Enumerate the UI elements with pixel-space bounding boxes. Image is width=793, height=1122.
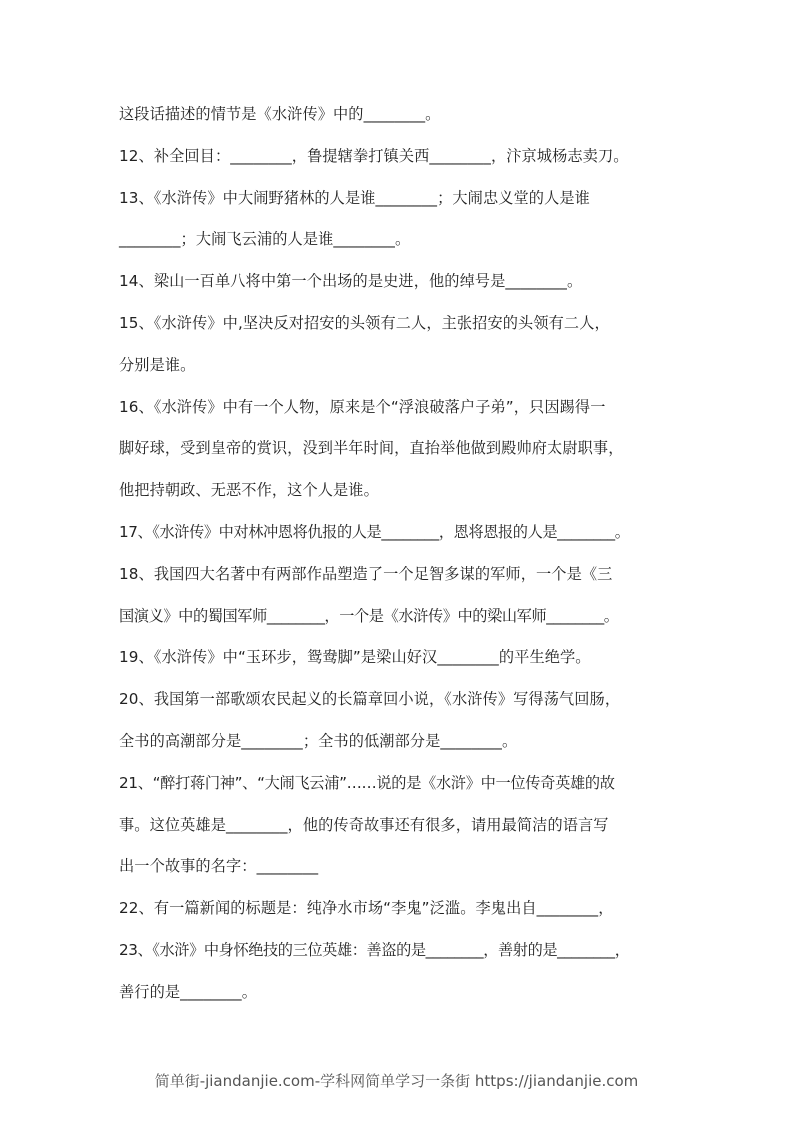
question-16: 16、《水浒传》中有一个人物，原来是个“浮浪破落户子弟”，只因踢得一	[119, 397, 606, 416]
question-13: 13、《水浒传》中大闹野猪林的人是谁________；大闹忠义堂的人是谁	[119, 188, 590, 207]
question-20: 20、我国第一部歌颂农民起义的长篇章回小说，《水浒传》写得荡气回肠，	[119, 690, 621, 709]
question-15: 15、《水浒传》中,坚决反对招安的头领有二人，主张招安的头领有二人，	[119, 313, 610, 332]
question-21-cont: 事。这位英雄是________，他的传奇故事还有很多，请用最简洁的语言写	[119, 815, 609, 834]
question-18-cont: 国演义》中的蜀国军师________，一个是《水浒传》中的梁山军师________。	[119, 606, 619, 625]
page-footer: 简单街-jiandanjie.com-学科网简单学习一条街 https://jiandanjie.com	[154, 1072, 639, 1090]
question-15-cont: 分别是谁。	[119, 355, 196, 374]
question-16-cont: 脚好球，受到皇帝的赏识，没到半年时间，直抬举他做到殿帅府太尉职事，	[119, 439, 624, 458]
question-17: 17、《水浒传》中对林冲恩将仇报的人是________，恩将恩报的人是________。	[119, 522, 630, 541]
question-20-cont: 全书的高潮部分是________；全书的低潮部分是________。	[119, 731, 518, 750]
question-13-cont: ________；大闹飞云浦的人是谁________。	[119, 230, 411, 249]
question-14: 14、梁山一百单八将中第一个出场的是史进，他的绰号是________。	[119, 272, 583, 291]
question-22: 22、有一篇新闻的标题是：纯净水市场“李鬼”泛滥。李鬼出自________，	[119, 899, 614, 918]
question-21: 21、“醉打蒋门神”、“大闹飞云浦”……说的是《水浒》中一位传奇英雄的故	[119, 773, 615, 792]
question-23: 23、《水浒》中身怀绝技的三位英雄：善盗的是________，善射的是________，	[119, 940, 630, 959]
document-body	[119, 102, 689, 1022]
question-23-cont: 善行的是________。	[119, 982, 257, 1001]
text-line: 这段话描述的情节是《水浒传》中的________。	[119, 105, 441, 123]
question-19: 19、《水浒传》中“玉环步，鸳鸯脚”是梁山好汉________的平生绝学。	[119, 648, 591, 667]
question-16-cont: 他把持朝政、无恶不作，这个人是谁。	[119, 481, 379, 500]
question-18: 18、我国四大名著中有两部作品塑造了一个足智多谋的军师，一个是《三	[119, 564, 613, 583]
question-12: 12、补全回目：________，鲁提辖拳打镇关西________，汴京城杨志卖刀。	[119, 146, 629, 165]
question-21-cont: 出一个故事的名字：________	[119, 857, 319, 876]
